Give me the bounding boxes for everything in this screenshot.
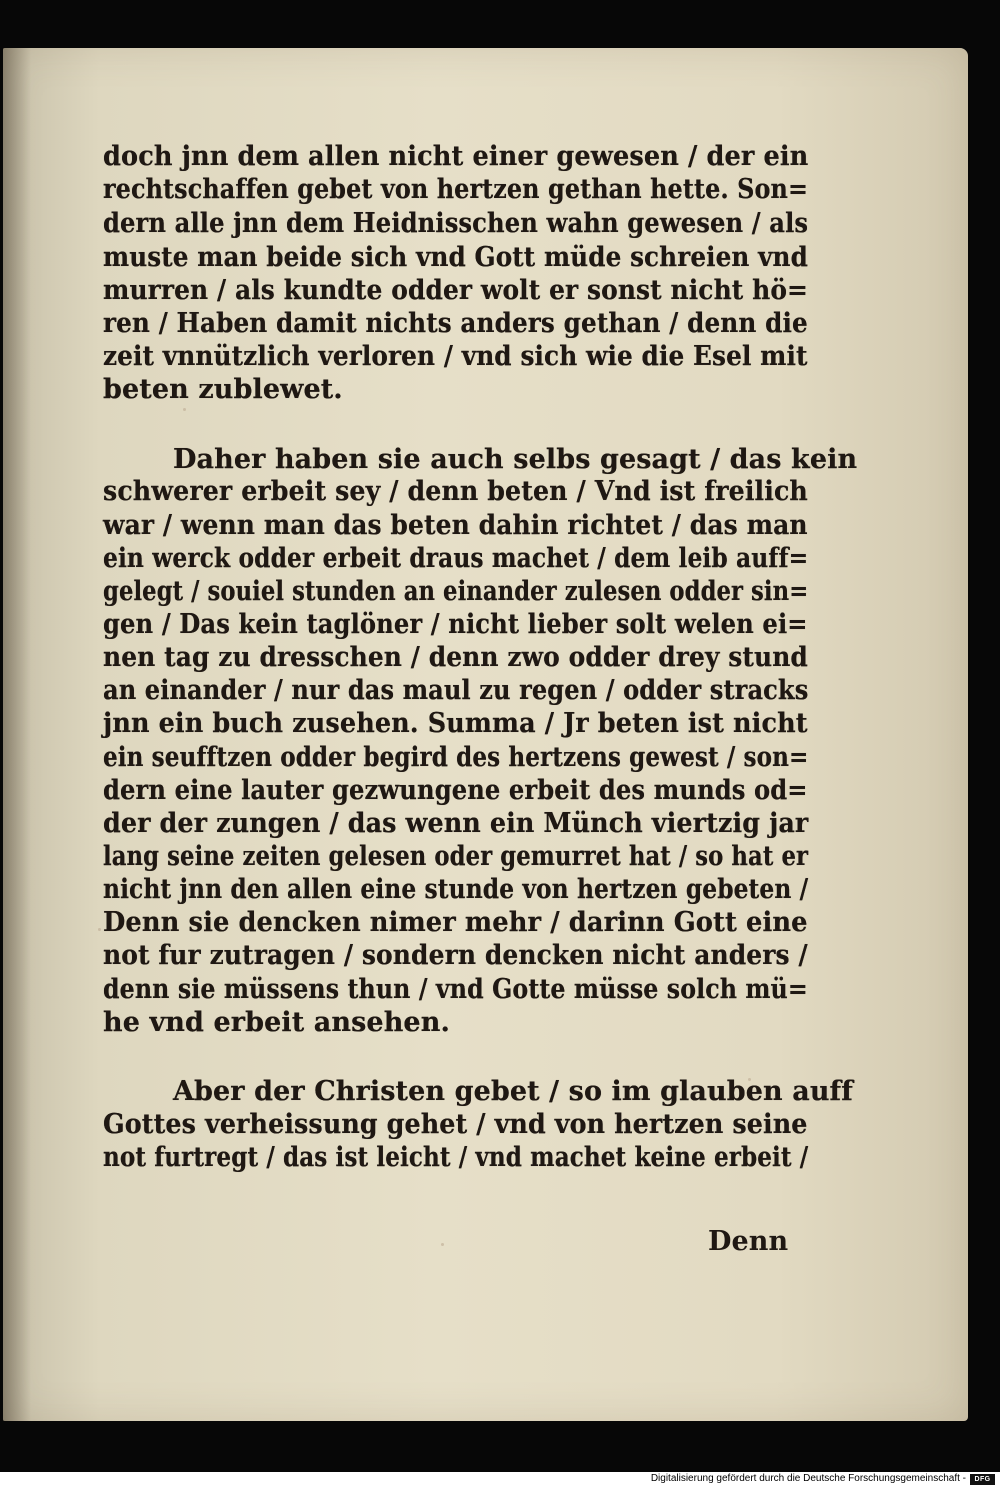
text-line-2: rechtschaffen gebet von hertzen gethan hette. Son= bbox=[103, 174, 809, 205]
text-line-13: gelegt / souiel stunden an einander zulesen odder sin= bbox=[103, 576, 809, 607]
text-line-29: not furtregt / das ist leicht / vnd machet keine erbeit / bbox=[103, 1142, 809, 1173]
dfg-logo: DFG bbox=[970, 1474, 995, 1485]
text-line-23: Denn sie dencken nimer mehr / darinn Gott eine bbox=[103, 907, 808, 938]
text-line-27: Aber der Christen gebet / so im glauben auff bbox=[173, 1076, 853, 1107]
text-line-19: dern eine lauter gezwungene erbeit des munds od= bbox=[103, 775, 808, 806]
text-line-11: war / wenn man das beten dahin richtet / das man bbox=[103, 510, 808, 541]
text-line-18: ein seufftzen odder begird des hertzens gewest / son= bbox=[103, 742, 809, 773]
text-line-8: beten zublewet. bbox=[103, 374, 343, 405]
book-page bbox=[3, 48, 968, 1421]
digitization-footer bbox=[0, 1472, 1000, 1488]
text-line-26: he vnd erbeit ansehen. bbox=[103, 1007, 450, 1038]
paper-spot bbox=[98, 928, 101, 931]
text-line-24: not fur zutragen / sondern dencken nicht anders / bbox=[103, 940, 808, 971]
text-line-15: nen tag zu dresschen / denn zwo odder drey stund bbox=[103, 642, 808, 673]
text-line-10: schwerer erbeit sey / denn beten / Vnd ist freilich bbox=[103, 476, 808, 507]
funding-credit: Digitalisierung gefördert durch die Deutsche Forschungsgemeinschaft - bbox=[650, 1473, 966, 1484]
text-line-5: murren / als kundte odder wolt er sonst nicht hö= bbox=[103, 275, 809, 306]
text-line-9: Daher haben sie auch selbs gesagt / das kein bbox=[173, 444, 858, 475]
text-line-21: lang seine zeiten gelesen oder gemurret hat / so hat er bbox=[103, 841, 809, 872]
paper-spot bbox=[441, 1243, 444, 1246]
text-line-1: doch jnn dem allen nicht einer gewesen / der ein bbox=[103, 141, 809, 172]
text-line-20: der der zungen / das wenn ein Münch viertzig jar bbox=[103, 808, 809, 839]
text-line-28: Gottes verheissung gehet / vnd von hertzen seine bbox=[103, 1109, 808, 1140]
text-line-4: muste man beide sich vnd Gott müde schreien vnd bbox=[103, 242, 808, 273]
text-line-6: ren / Haben damit nichts anders gethan / denn die bbox=[103, 308, 808, 339]
text-line-3: dern alle jnn dem Heidnisschen wahn gewesen / als bbox=[103, 208, 809, 239]
text-line-17: jnn ein buch zusehen. Summa / Jr beten ist nicht bbox=[103, 708, 808, 739]
catchword: Denn bbox=[708, 1226, 789, 1257]
text-line-22: nicht jnn den allen eine stunde von hertzen gebeten / bbox=[103, 874, 809, 905]
text-line-12: ein werck odder erbeit draus machet / dem leib auff= bbox=[103, 543, 809, 574]
text-line-14: gen / Das kein taglöner / nicht lieber solt welen ei= bbox=[103, 609, 808, 640]
text-line-25: denn sie müssens thun / vnd Gotte müsse solch mü= bbox=[103, 974, 808, 1005]
paper-spot bbox=[183, 408, 186, 411]
text-line-7: zeit vnnützlich verloren / vnd sich wie die Esel mit bbox=[103, 341, 808, 372]
spine-shadow bbox=[3, 48, 31, 1421]
text-line-16: an einander / nur das maul zu regen / odder stracks bbox=[103, 675, 809, 706]
